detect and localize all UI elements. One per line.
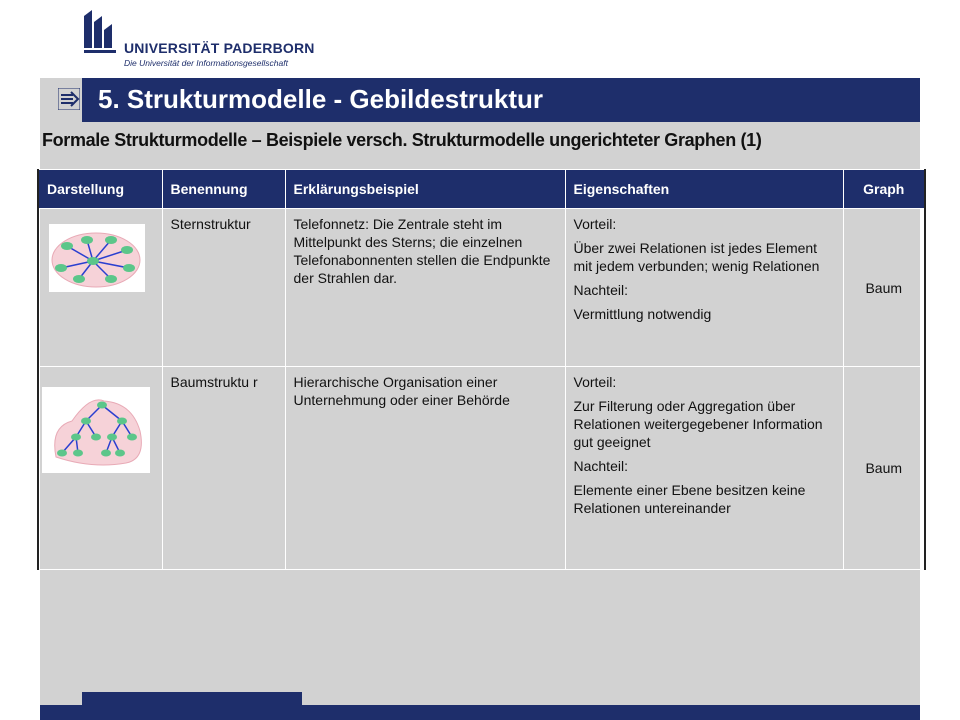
footer-bar <box>40 705 920 720</box>
darstellung-cell <box>38 209 162 367</box>
page-subtitle: Formale Strukturmodelle – Beispiele versch. Strukturmodelle ungerichteter Graphen (1) <box>42 130 762 150</box>
star-graph-icon <box>49 224 145 292</box>
structure-table-grid <box>37 169 926 570</box>
eigenschaften-cell <box>565 209 843 367</box>
footer-tab <box>82 692 302 706</box>
university-logo-icon <box>82 8 118 64</box>
erklaerungsbeispiel-cell: Hierarchische Organisation einer Unternehmung oder einer Behörde <box>285 367 565 570</box>
darstellung-cell <box>38 367 162 570</box>
page-title: 5. Strukturmodelle - Gebildestruktur <box>98 84 543 114</box>
university-logo <box>82 8 322 68</box>
graph-cell: Baum <box>843 367 925 570</box>
con-text: Vermittlung notwendig <box>573 306 712 322</box>
benennung-cell: Sternstruktur <box>162 209 285 367</box>
pro-text: Über zwei Relationen ist jedes Element mit jedem verbunden; wenig Relationen <box>573 240 820 274</box>
column-header-eigenschaften: Eigenschaften <box>565 170 843 209</box>
table-row <box>38 209 925 367</box>
column-header-benennung: Benennung <box>162 170 285 209</box>
con-text: Elemente einer Ebene besitzen keine Relationen untereinander <box>573 482 806 516</box>
erklaerungsbeispiel-cell: Telefonnetz: Die Zentrale steht im Mittelpunkt des Sterns; die einzelnen Telefonabonnenten stellen die Endpunkte der Strahlen dar. <box>285 209 565 367</box>
con-label: Nachteil: <box>573 282 628 298</box>
tree-graph-icon <box>42 387 150 473</box>
column-header-erklaerungsbeispiel: Erklärungsbeispiel <box>285 170 565 209</box>
table-header-row <box>38 170 925 209</box>
eigenschaften-cell <box>565 367 843 570</box>
column-header-graph: Graph <box>843 170 925 209</box>
pro-label: Vorteil: <box>573 216 617 232</box>
graph-cell: Baum <box>843 209 925 367</box>
con-label: Nachteil: <box>573 458 628 474</box>
arrow-right-icon <box>58 88 80 110</box>
pro-text: Zur Filterung oder Aggregation über Relationen weitergegebener Information gut geeignet <box>573 398 823 450</box>
university-name: UNIVERSITÄT PADERBORN <box>124 40 315 56</box>
benennung-cell: Baumstruktu r <box>162 367 285 570</box>
pro-label: Vorteil: <box>573 374 617 390</box>
table-row <box>38 367 925 570</box>
column-header-darstellung: Darstellung <box>38 170 162 209</box>
university-tagline: Die Universität der Informationsgesellschaft <box>124 58 288 68</box>
structure-table <box>37 169 924 570</box>
